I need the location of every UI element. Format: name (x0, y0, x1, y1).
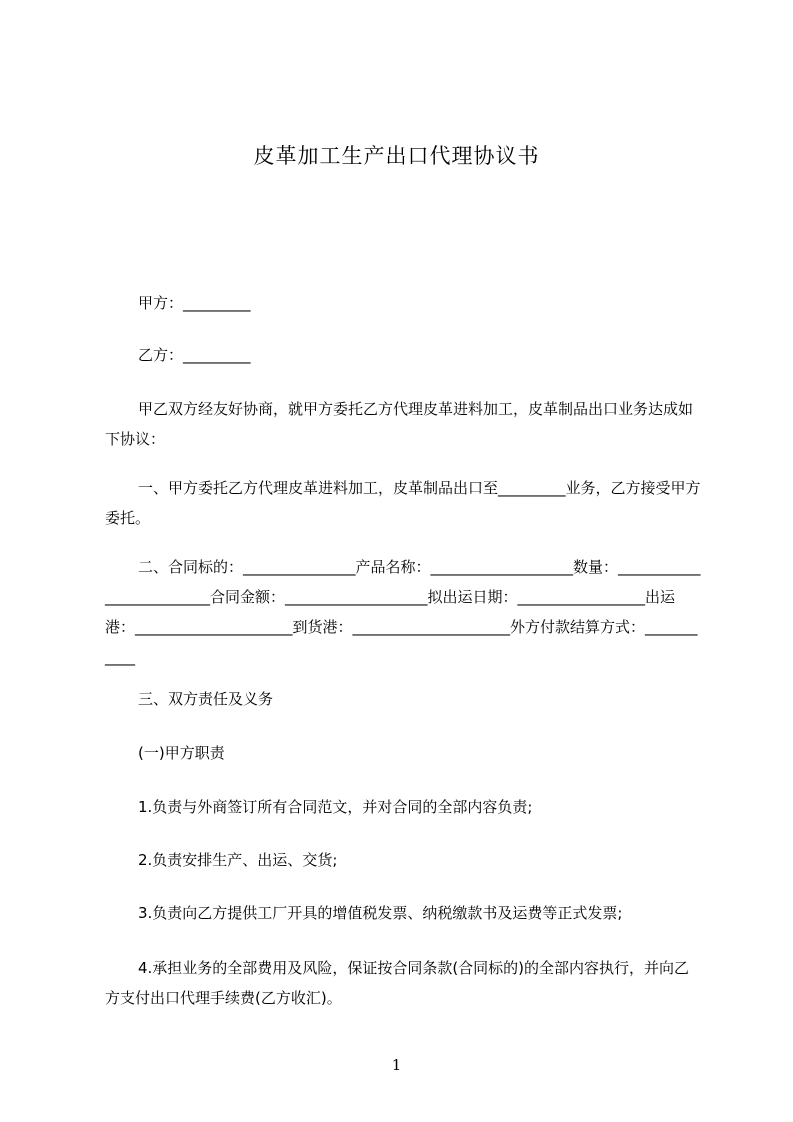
party-a-line: 甲方：_________ (138, 294, 251, 312)
clause-3-heading: 三、双方责任及义务 (138, 690, 274, 708)
duty-item-4-text: 4.承担业务的全部费用及风险，保证按合同条款(合同标的)的全部内容执行，并向乙方支付出口代理手续费(乙方收汇)。 (105, 959, 690, 1007)
clause-2-paragraph (105, 552, 701, 672)
party-b-line: 乙方：_________ (138, 346, 251, 364)
intro-paragraph (105, 394, 701, 454)
clause-1-text: 一、甲方委托乙方代理皮革进料加工，皮革制品出口至_________业务，乙方接受甲方委托。 (105, 479, 701, 527)
duty-item-4-paragraph (105, 953, 701, 1013)
section-party-a-duties: (一)甲方职责 (138, 744, 225, 762)
clause-1-paragraph (105, 473, 701, 533)
duty-item-2: 2.负责安排生产、出运、交货; (138, 851, 338, 869)
document-title: 皮革加工生产出口代理协议书 (253, 144, 540, 168)
duty-item-3: 3.负责向乙方提供工厂开具的增值税发票、纳税缴款书及运费等正式发票; (138, 904, 623, 922)
duty-item-1: 1.负责与外商签订所有合同范文，并对合同的全部内容负责; (138, 798, 533, 816)
clause-2-text: 二、合同标的：_______________产品名称：___________________数量：_________________________合同金额：___________________拟出运日期：_________________出运港：_____________________到货港：_____________________外方付款结算方式：___________ (105, 558, 701, 666)
intro-text: 甲乙双方经友好协商，就甲方委托乙方代理皮革进料加工，皮革制品出口业务达成如下协议： (105, 400, 694, 448)
page-number: 1 (391, 1056, 402, 1074)
